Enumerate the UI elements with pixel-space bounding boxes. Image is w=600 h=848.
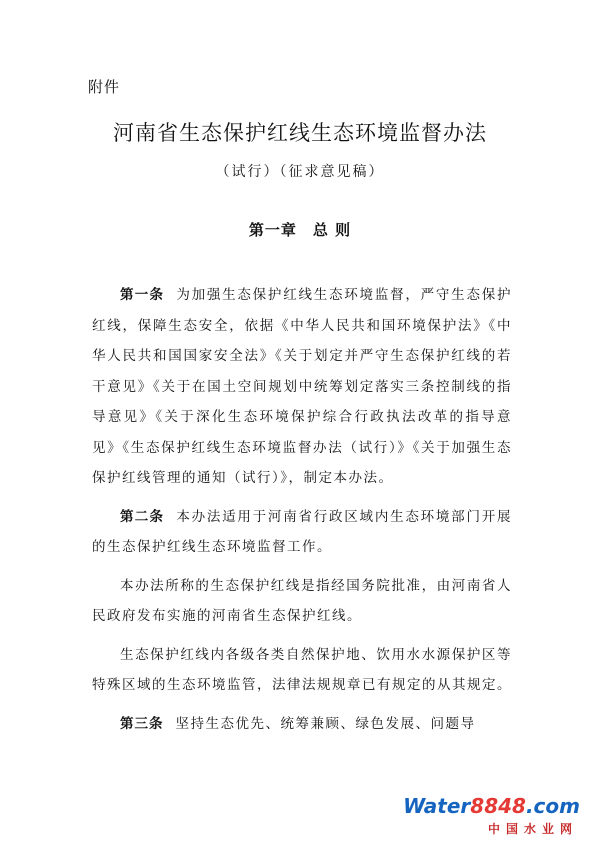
article-paragraph	[92, 640, 512, 701]
article-label: 第二条	[120, 508, 165, 525]
article-label: 第一条	[120, 287, 165, 303]
article-text: 生态保护红线内各级各类自然保护地、饮用水水源保护区等特殊区域的生态环境监管，法律法规规章已有规定的从其规定。	[92, 646, 512, 693]
watermark-logo	[403, 794, 580, 818]
article-text: 为加强生态保护红线生态环境监督，严守生态保护红线，保障生态安全，依据《中华人民共和国环境保护法》《中华人民共和国国家安全法》《关于划定并严守生态保护红线的若干意见》《关于在国土空间规划中统筹划定落实三条控制线的指导意见》《关于深化生态环境保护综合行政执法改革的指导意见》《生态保护红线生态环境监督办法（试行）》《关于加强生态保护红线管理的通知（试行）》，制定本办法。	[92, 287, 512, 486]
article-paragraph	[92, 571, 512, 632]
document-subtitle: （试行）（征求意见稿）	[215, 164, 385, 180]
watermark-logo-tld: .com	[525, 794, 580, 818]
article-text: 坚持生态优先、统筹兼顾、绿色发展、问题导	[175, 715, 476, 732]
chapter-heading: 第一章 总 则	[248, 221, 352, 239]
watermark-logo-main: Water	[403, 794, 471, 818]
article-paragraph	[92, 280, 512, 494]
watermark-logo-num: 8848	[470, 794, 526, 818]
article-label: 第三条	[120, 715, 164, 732]
watermark-subtitle: 中国水业网	[487, 822, 578, 836]
article-paragraph	[92, 502, 512, 563]
attachment-label: 附件	[88, 78, 121, 96]
article-text: 本办法适用于河南省行政区域内生态环境部门开展的生态保护红线生态环境监督工作。	[92, 508, 512, 555]
article-text: 本办法所称的生态保护红线是指经国务院批准，由河南省人民政府发布实施的河南省生态保护红线。	[92, 577, 512, 624]
document-title: 河南省生态保护红线生态环境监督办法	[113, 121, 487, 145]
document-body	[92, 280, 512, 747]
article-paragraph	[92, 709, 512, 740]
site-watermark	[403, 794, 580, 838]
